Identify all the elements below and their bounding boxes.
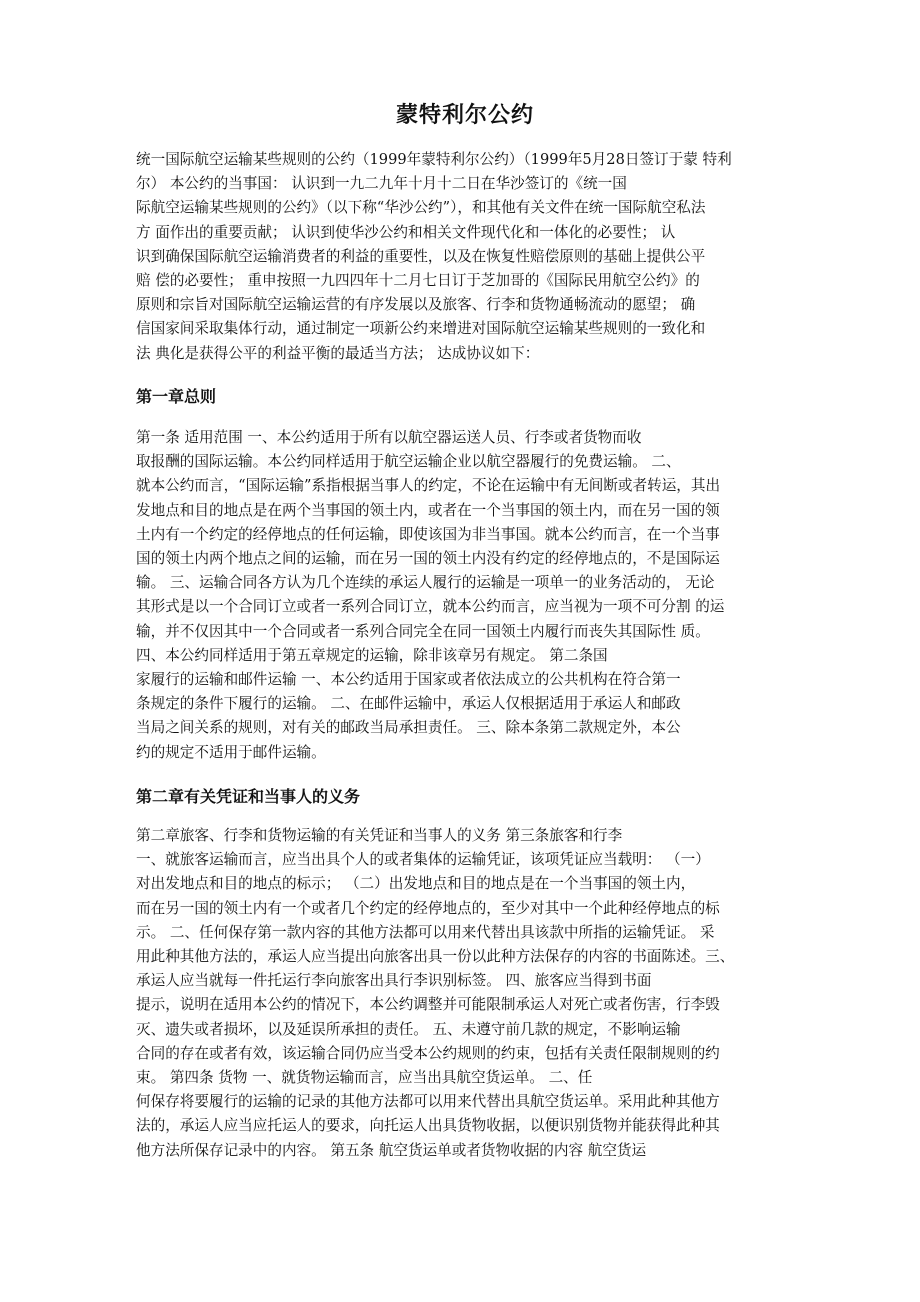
text-line: 第二章旅客、行李和货物运输的有关凭证和当事人的义务 第三条旅客和行李	[136, 827, 623, 844]
text-line: 土内有一个约定的经停地点的任何运输，即使该国为非当事国。就本公约而言，在一个当事	[136, 525, 720, 543]
text-line: 束。 第四条 货物 一、就货物运输而言，应当出具航空货运单。 二、任	[136, 1069, 593, 1087]
text-line: 输，并不仅因其中一个合同或者一系列合同完全在同一国领土内履行而丧失其国际性 质。	[136, 622, 710, 640]
text-line: 提示，说明在适用本公约的情况下，本公约调整并可能限制承运人对死亡或者伤害，行李毁	[136, 996, 720, 1014]
text-line: 灭、遗失或者损坏，以及延误所承担的责任。 五、未遵守前几款的规定，不影响运输	[136, 1020, 681, 1038]
text-line: 其形式是以一个合同订立或者一系列合同订立，就本公约而言，应当视为一项不可分割 的运	[136, 598, 725, 616]
text-line: 当局之间关系的规则，对有关的邮政当局承担责任。 三、除本条第二款规定外，本公	[136, 719, 681, 737]
text-line: 输。 三、运输合同各方认为几个连续的承运人履行的运输是一项单一的业务活动的， 无论	[136, 574, 715, 592]
text-line: 尔） 本公约的当事国： 认识到一九二九年十月十二日在华沙签订的《统一国	[136, 175, 627, 193]
text-line: 就本公约而言，“国际运输”系指根据当事人的约定，不论在运输中有无间断或者转运，其出	[136, 477, 721, 495]
text-line: 用此种其他方法的，承运人应当提出向旅客出具一份以此种方法保存的内容的书面陈述。三、	[136, 948, 735, 966]
text-line: 原则和宗旨对国际航空运输运营的有序发展以及旅客、行李和货物通畅流动的愿望； 确	[136, 296, 696, 314]
chapter-2-body	[136, 824, 796, 1163]
text-line: 第一条 适用范围 一、本公约适用于所有以航空器运送人员、行李或者货物而收	[136, 429, 642, 446]
text-line: 统一国际航空运输某些规则的公约（1999年蒙特利尔公约）（1999年5月28日签订于蒙 特利	[136, 151, 732, 168]
text-line: 四、本公约同样适用于第五章规定的运输，除非该章另有规定。 第二条国	[136, 646, 608, 664]
text-line: 际航空运输某些规则的公约》（以下称“华沙公约”），和其他有关文件在统一国际航空私法	[136, 199, 706, 217]
text-line: 法的，承运人应当应托运人的要求，向托运人出具货物收据，以便识别货物并能获得此种其	[136, 1117, 720, 1135]
text-line: 取报酬的国际运输。本公约同样适用于航空运输企业以航空器履行的免费运输。 二、	[136, 453, 681, 471]
text-line: 一、就旅客运输而言，应当出具个人的或者集体的运输凭证，该项凭证应当载明： （一）	[136, 851, 710, 869]
text-line: 示。 二、任何保存第一款内容的其他方法都可以用来代替出具该款中所指的运输凭证。 采	[136, 923, 715, 941]
text-line: 条规定的条件下履行的运输。 二、在邮件运输中，承运人仅根据适用于承运人和邮政	[136, 695, 681, 713]
text-line: 信国家间采取集体行动，通过制定一项新公约来增进对国际航空运输某些规则的一致化和	[136, 320, 706, 338]
intro-paragraph	[136, 148, 796, 366]
text-line: 何保存将要履行的运输的记录的其他方法都可以用来代替出具航空货运单。采用此种其他方	[136, 1093, 720, 1111]
text-line: 而在另一国的领土内有一个或者几个约定的经停地点的，至少对其中一个此种经停地点的标	[136, 899, 720, 917]
text-line: 方 面作出的重要贡献； 认识到使华沙公约和相关文件现代化和一体化的必要性； 认	[136, 223, 676, 241]
chapter-2-heading: 第二章有关凭证和当事人的义务	[136, 787, 361, 806]
text-line: 承运人应当就每一件托运行李向旅客出具行李识别标签。 四、旅客应当得到书面	[136, 972, 652, 990]
document-title: 蒙特利尔公约	[395, 103, 534, 128]
text-line: 约的规定不适用于邮件运输。	[136, 743, 326, 761]
text-line: 识到确保国际航空运输消费者的利益的重要性，以及在恢复性赔偿原则的基础上提供公平	[136, 247, 706, 265]
text-line: 他方法所保存记录中的内容。 第五条 航空货运单或者货物收据的内容 航空货运	[136, 1141, 647, 1159]
text-line: 法 典化是获得公平的利益平衡的最适当方法； 达成协议如下：	[136, 344, 540, 362]
text-line: 赔 偿的必要性； 重申按照一九四四年十二月七日订于芝加哥的《国际民用航空公约》的	[136, 272, 700, 290]
text-line: 国的领土内两个地点之间的运输，而在另一国的领土内没有约定的经停地点的，不是国际运	[136, 550, 720, 568]
text-line: 对出发地点和目的地点的标示； （二）出发地点和目的地点是在一个当事国的领土内，	[136, 875, 696, 893]
chapter-1-heading: 第一章总则	[136, 387, 217, 406]
text-line: 合同的存在或者有效，该运输合同仍应当受本公约规则的约束，包括有关责任限制规则的约	[136, 1044, 720, 1062]
chapter-1-body	[136, 426, 796, 765]
text-line: 家履行的运输和邮件运输 一、本公约适用于国家或者依法成立的公共机构在符合第一	[136, 671, 681, 689]
text-line: 发地点和目的地点是在两个当事国的领土内，或者在一个当事国的领土内，而在另一国的领	[136, 501, 720, 519]
